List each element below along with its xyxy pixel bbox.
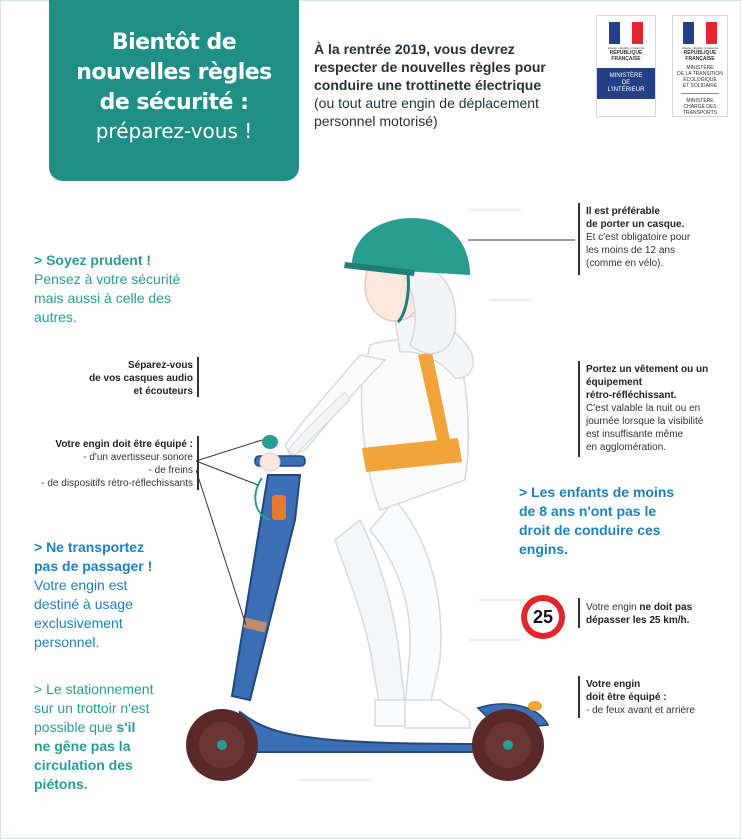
msg-kids-line: droit de conduire ces bbox=[519, 522, 661, 538]
arm-2 bbox=[288, 392, 350, 455]
msg-passenger-head: > Ne transportez bbox=[34, 539, 145, 555]
intro-rest-2: personnel motorisé) bbox=[314, 113, 438, 129]
logo-ministry-line-2: DE bbox=[621, 80, 631, 86]
msg-passenger-line: exclusivement bbox=[34, 615, 123, 631]
note-bar bbox=[578, 676, 580, 718]
intro-rest-1: (ou tout autre engin de déplacement bbox=[314, 95, 539, 111]
note-bar bbox=[197, 436, 199, 490]
msg-parking-bold: ne gêne pas la bbox=[34, 738, 131, 754]
msg-prudent-line: Pensez à votre sécurité bbox=[34, 271, 181, 287]
msg-parking bbox=[34, 680, 204, 794]
logo-republic: RÉPUBLIQUE FRANÇAISE bbox=[683, 50, 717, 62]
msg-kids-line: de 8 ans n'ont pas le bbox=[519, 503, 657, 519]
note-bar bbox=[578, 598, 580, 628]
hand bbox=[260, 453, 280, 471]
logo-motto: Liberté • Égalité • Fraternité bbox=[681, 46, 719, 50]
note-helmet-bold: de porter un casque. bbox=[586, 219, 685, 230]
scooter-stem bbox=[232, 475, 300, 700]
note-speed-line bbox=[586, 601, 736, 614]
msg-parking-text: possible que bbox=[34, 719, 117, 735]
note-reflective-bold: équipement bbox=[586, 377, 643, 388]
note-helmet-line: les moins de 12 ans bbox=[586, 245, 675, 256]
note-helmet-bold: Il est préférable bbox=[586, 206, 660, 217]
front-reflector-icon bbox=[272, 495, 286, 520]
note-reflective-line: C'est valable la nuit ou en bbox=[586, 403, 701, 414]
logo-line: TRANSPORTS bbox=[682, 110, 718, 116]
logo-line: MINISTÈRE bbox=[686, 65, 714, 71]
msg-passenger-line: personnel. bbox=[34, 634, 100, 650]
note-reflective bbox=[586, 363, 736, 454]
logo-republic: RÉPUBLIQUE FRANÇAISE bbox=[609, 50, 643, 62]
front-wheel-axle bbox=[217, 740, 227, 750]
note-equipment bbox=[10, 438, 193, 490]
note-reflective-line: journée lorsque la visibilité bbox=[586, 416, 704, 427]
logo-motto: Liberté • Égalité • Fraternité bbox=[607, 46, 645, 50]
msg-parking-line: sur un trottoir n'est bbox=[34, 700, 150, 716]
note-speed-text: Votre engin bbox=[586, 602, 640, 613]
logo-line: ET SOLIDAIRE bbox=[682, 83, 718, 89]
note-equipment-line: - d'un avertisseur sonore bbox=[83, 452, 193, 463]
msg-kids-line: > Les enfants de moins bbox=[519, 484, 675, 500]
note-headphones bbox=[40, 359, 193, 398]
intro-bold-2: respecter de nouvelles règles pour bbox=[314, 59, 546, 75]
note-headphones-line: Séparez-vous bbox=[127, 360, 193, 371]
note-helmet bbox=[586, 205, 736, 270]
note-headphones-line: et écouteurs bbox=[133, 386, 193, 397]
msg-prudent bbox=[34, 251, 224, 327]
msg-passenger-line: Votre engin est bbox=[34, 577, 128, 593]
msg-kids bbox=[519, 483, 709, 559]
msg-passenger-line: destiné à usage bbox=[34, 596, 133, 612]
note-helmet-line: (comme en vélo). bbox=[586, 258, 664, 269]
note-bar bbox=[197, 357, 199, 397]
note-equipment-line: - de dispositifs rétro-réflechissants bbox=[41, 478, 193, 489]
msg-parking-bold: piétons. bbox=[34, 776, 88, 792]
title-line-1: Bientôt de bbox=[111, 30, 237, 55]
note-reflective-bold: rétro-réfléchissant. bbox=[586, 390, 677, 401]
shoe-icon bbox=[405, 700, 470, 728]
msg-prudent-head: > Soyez prudent ! bbox=[34, 252, 152, 268]
speed-limit-value: 25 bbox=[527, 601, 559, 633]
msg-passenger-head: pas de passager ! bbox=[34, 558, 153, 574]
intro-bold-1: À la rentrée 2019, vous devrez bbox=[314, 41, 515, 57]
title-line-2: nouvelles règles bbox=[76, 60, 272, 85]
note-headphones-line: de vos casques audio bbox=[89, 373, 193, 384]
bell-icon bbox=[262, 435, 278, 449]
note-lights-bold: doit être équipé : bbox=[586, 692, 667, 703]
logo-ministry-line-1: MINISTÈRE bbox=[609, 73, 643, 79]
logo-ministry-line-3: L'INTÉRIEUR bbox=[607, 87, 645, 93]
logo-line: CHARGÉ DES bbox=[683, 104, 717, 110]
note-reflective-line: est insuffisante même bbox=[586, 429, 684, 440]
note-bar bbox=[578, 361, 580, 457]
note-speed-bold: ne doit pas bbox=[639, 602, 693, 613]
speed-limit-sign-icon bbox=[521, 595, 565, 639]
note-equipment-head: Votre engin doit être équipé : bbox=[55, 439, 193, 450]
note-reflective-bold: Portez un vêtement ou un bbox=[586, 364, 709, 375]
title-line-4: préparez-vous ! bbox=[95, 119, 253, 143]
note-speed bbox=[586, 601, 736, 627]
note-reflective-line: en agglomération. bbox=[586, 442, 667, 453]
msg-passenger bbox=[34, 538, 204, 652]
note-speed-bold: dépasser les 25 km/h. bbox=[586, 615, 690, 626]
note-lights bbox=[586, 678, 736, 717]
logo-line: DE LA TRANSITION bbox=[677, 71, 723, 77]
note-helmet-line: Et c'est obligatoire pour bbox=[586, 232, 691, 243]
note-lights-bold: Votre engin bbox=[586, 679, 641, 690]
msg-parking-bold: s'il bbox=[116, 719, 136, 735]
title-line-3: de sécurité : bbox=[99, 90, 249, 115]
msg-prudent-line: autres. bbox=[34, 309, 77, 325]
logo-line: ÉCOLOGIQUE bbox=[683, 77, 717, 83]
note-equipment-line: - de freins bbox=[148, 465, 193, 476]
msg-prudent-line: mais aussi à celle des bbox=[34, 290, 171, 306]
intro-bold-3: conduire une trottinette électrique bbox=[314, 77, 542, 93]
note-lights-line: - de feux avant et arrière bbox=[586, 705, 695, 716]
logo-line: MINISTÈRE bbox=[686, 98, 714, 104]
rear-light-icon bbox=[528, 701, 542, 711]
msg-parking-bold: circulation des bbox=[34, 757, 133, 773]
msg-kids-line: engins. bbox=[519, 541, 569, 557]
rear-wheel-axle bbox=[503, 740, 513, 750]
msg-parking-line: > Le stationnement bbox=[34, 681, 154, 697]
note-bar bbox=[578, 203, 580, 275]
msg-parking-line bbox=[34, 718, 204, 737]
